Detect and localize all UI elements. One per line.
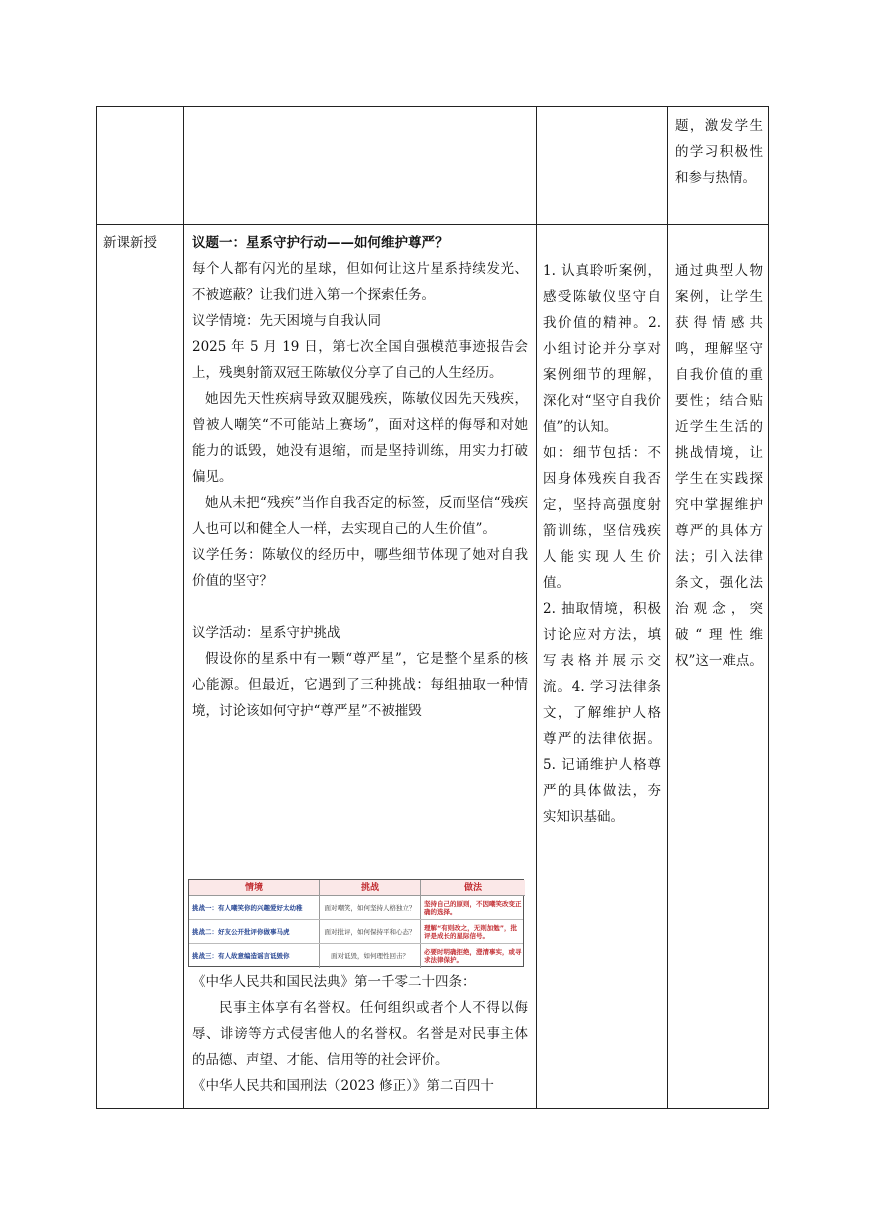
- blank-line: [192, 594, 528, 620]
- challenge-row: [189, 896, 523, 920]
- activity-paragraph: 假设你的星系中有一颗“尊严星”，它是整个星系的核心能源。但最近，它遇到了三种挑战：每组抽取一种情境，讨论该如何守护“尊严星”不被摧毁: [192, 651, 528, 719]
- law-excerpts: [192, 969, 528, 1099]
- scenario-paragraph: 她因先天性疾病导致双腿残疾，陈敏仪因先天残疾，曾被人嘲笑“不可能站上赛场”，面对这样的侮辱和对她能力的诋毁，她没有退缩，而是坚持训练，用实力打破偏见。: [192, 391, 528, 485]
- scenario-paragraph: 她从未把“残疾”当作自我否定的标签，反而坚信“残疾人也可以和健全人一样，去实现自己的人生价值”。: [192, 495, 528, 537]
- scenario-paragraph: 2025 年 5 月 19 日，第七次全国自强模范事迹报告会上，残奥射箭双冠王陈敏仪分享了自己的人生经历。: [192, 339, 528, 381]
- law-title: 《中华人民共和国刑法（2023 修正）》第二百四十: [192, 1078, 494, 1094]
- challenge-cell: 坚持自己的原则，不因嘲笑改变正确的选择。: [420, 896, 525, 919]
- topic-title: 议题一：星系守护行动——如何维护尊严？: [192, 235, 449, 251]
- intro-paragraph: 每个人都有闪光的星球，但如何让这片星系持续发光、不被遮蔽？让我们进入第一个探索任务。: [192, 261, 528, 303]
- activity-text: 2. 抽取情境，积极讨论应对方法，填写表格并展示交流。4. 学习法律条文，了解维护人格尊严的法律依据。5. 记诵维护人格尊严的具体做法，夯实知识基础。: [543, 601, 661, 825]
- challenge-row: [189, 944, 523, 968]
- law-text: 民事主体享有名誉权。任何组织或者个人不得以侮辱、诽谤等方式侵害他人的名誉权。名誉是对民事主体的品德、声望、才能、信用等的社会评价。: [192, 1000, 528, 1068]
- teaching-content: [192, 230, 528, 724]
- challenge-cell: 挑战二：好友公开批评你做事马虎: [192, 927, 290, 936]
- challenge-cell: 理解“有则改之，无则加勉”，批评是成长的星际信号。: [420, 920, 525, 943]
- column-divider: [536, 107, 537, 1108]
- challenge-cell: 挑战一：有人嘲笑你的兴趣爱好太幼稚: [192, 903, 303, 912]
- row-divider: [97, 224, 768, 225]
- stage-label: 新课新授: [103, 235, 157, 251]
- challenge-cell: 必要时明确拒绝，澄清事实，或寻求法律保护。: [420, 944, 525, 968]
- challenge-header: 挑战: [319, 880, 420, 896]
- activity-heading: 议学活动：星系守护挑战: [192, 625, 341, 641]
- challenge-cell: 挑战三：有人故意编造谣言诋毁你: [192, 952, 290, 960]
- prev-design-intent: 题，激发学生的学习积极性和参与热情。: [675, 118, 763, 186]
- scenario-heading: 议学情境：先天困境与自我认同: [192, 313, 381, 329]
- task-paragraph: 议学任务：陈敏仪的经历中，哪些细节体现了她对自我价值的坚守？: [192, 547, 528, 589]
- challenge-table: [188, 879, 524, 967]
- column-divider: [667, 107, 668, 1108]
- challenge-cell: 面对诋毁，如何理性回击？: [319, 944, 420, 968]
- student-activity: [543, 258, 661, 830]
- activity-text: 1. 认真聆听案例，感受陈敏仪坚守自我价值的精神。2. 小组讨论并分享对案例细节的理解，深化对“坚守自我价值”的认知。: [543, 263, 661, 435]
- lesson-plan-table: [96, 106, 769, 1109]
- law-title: 《中华人民共和国民法典》第一千零二十四条：: [192, 974, 476, 990]
- activity-text: 如：细节包括：不因身体残疾自我否定，坚持高强度射箭训练，坚信残疾人能实现人生价值。: [543, 445, 661, 591]
- challenge-row: [189, 920, 523, 944]
- challenge-cell: 面对批评，如何保持平和心态？: [319, 920, 420, 943]
- challenge-cell: 面对嘲笑，如何坚持人格独立？: [319, 896, 420, 919]
- challenge-header: 情境: [189, 880, 319, 896]
- challenge-header: 做法: [420, 880, 525, 896]
- design-intent: 通过典型人物案例，让学生获得情感共鸣，理解坚守自我价值的重要性；结合贴近学生生活的挑战情境，让学生在实践探究中掌握维护尊严的具体方法；引入法律条文，强化法治观念，突破“理性维权”这一难点。: [675, 263, 763, 669]
- column-divider: [183, 107, 184, 1108]
